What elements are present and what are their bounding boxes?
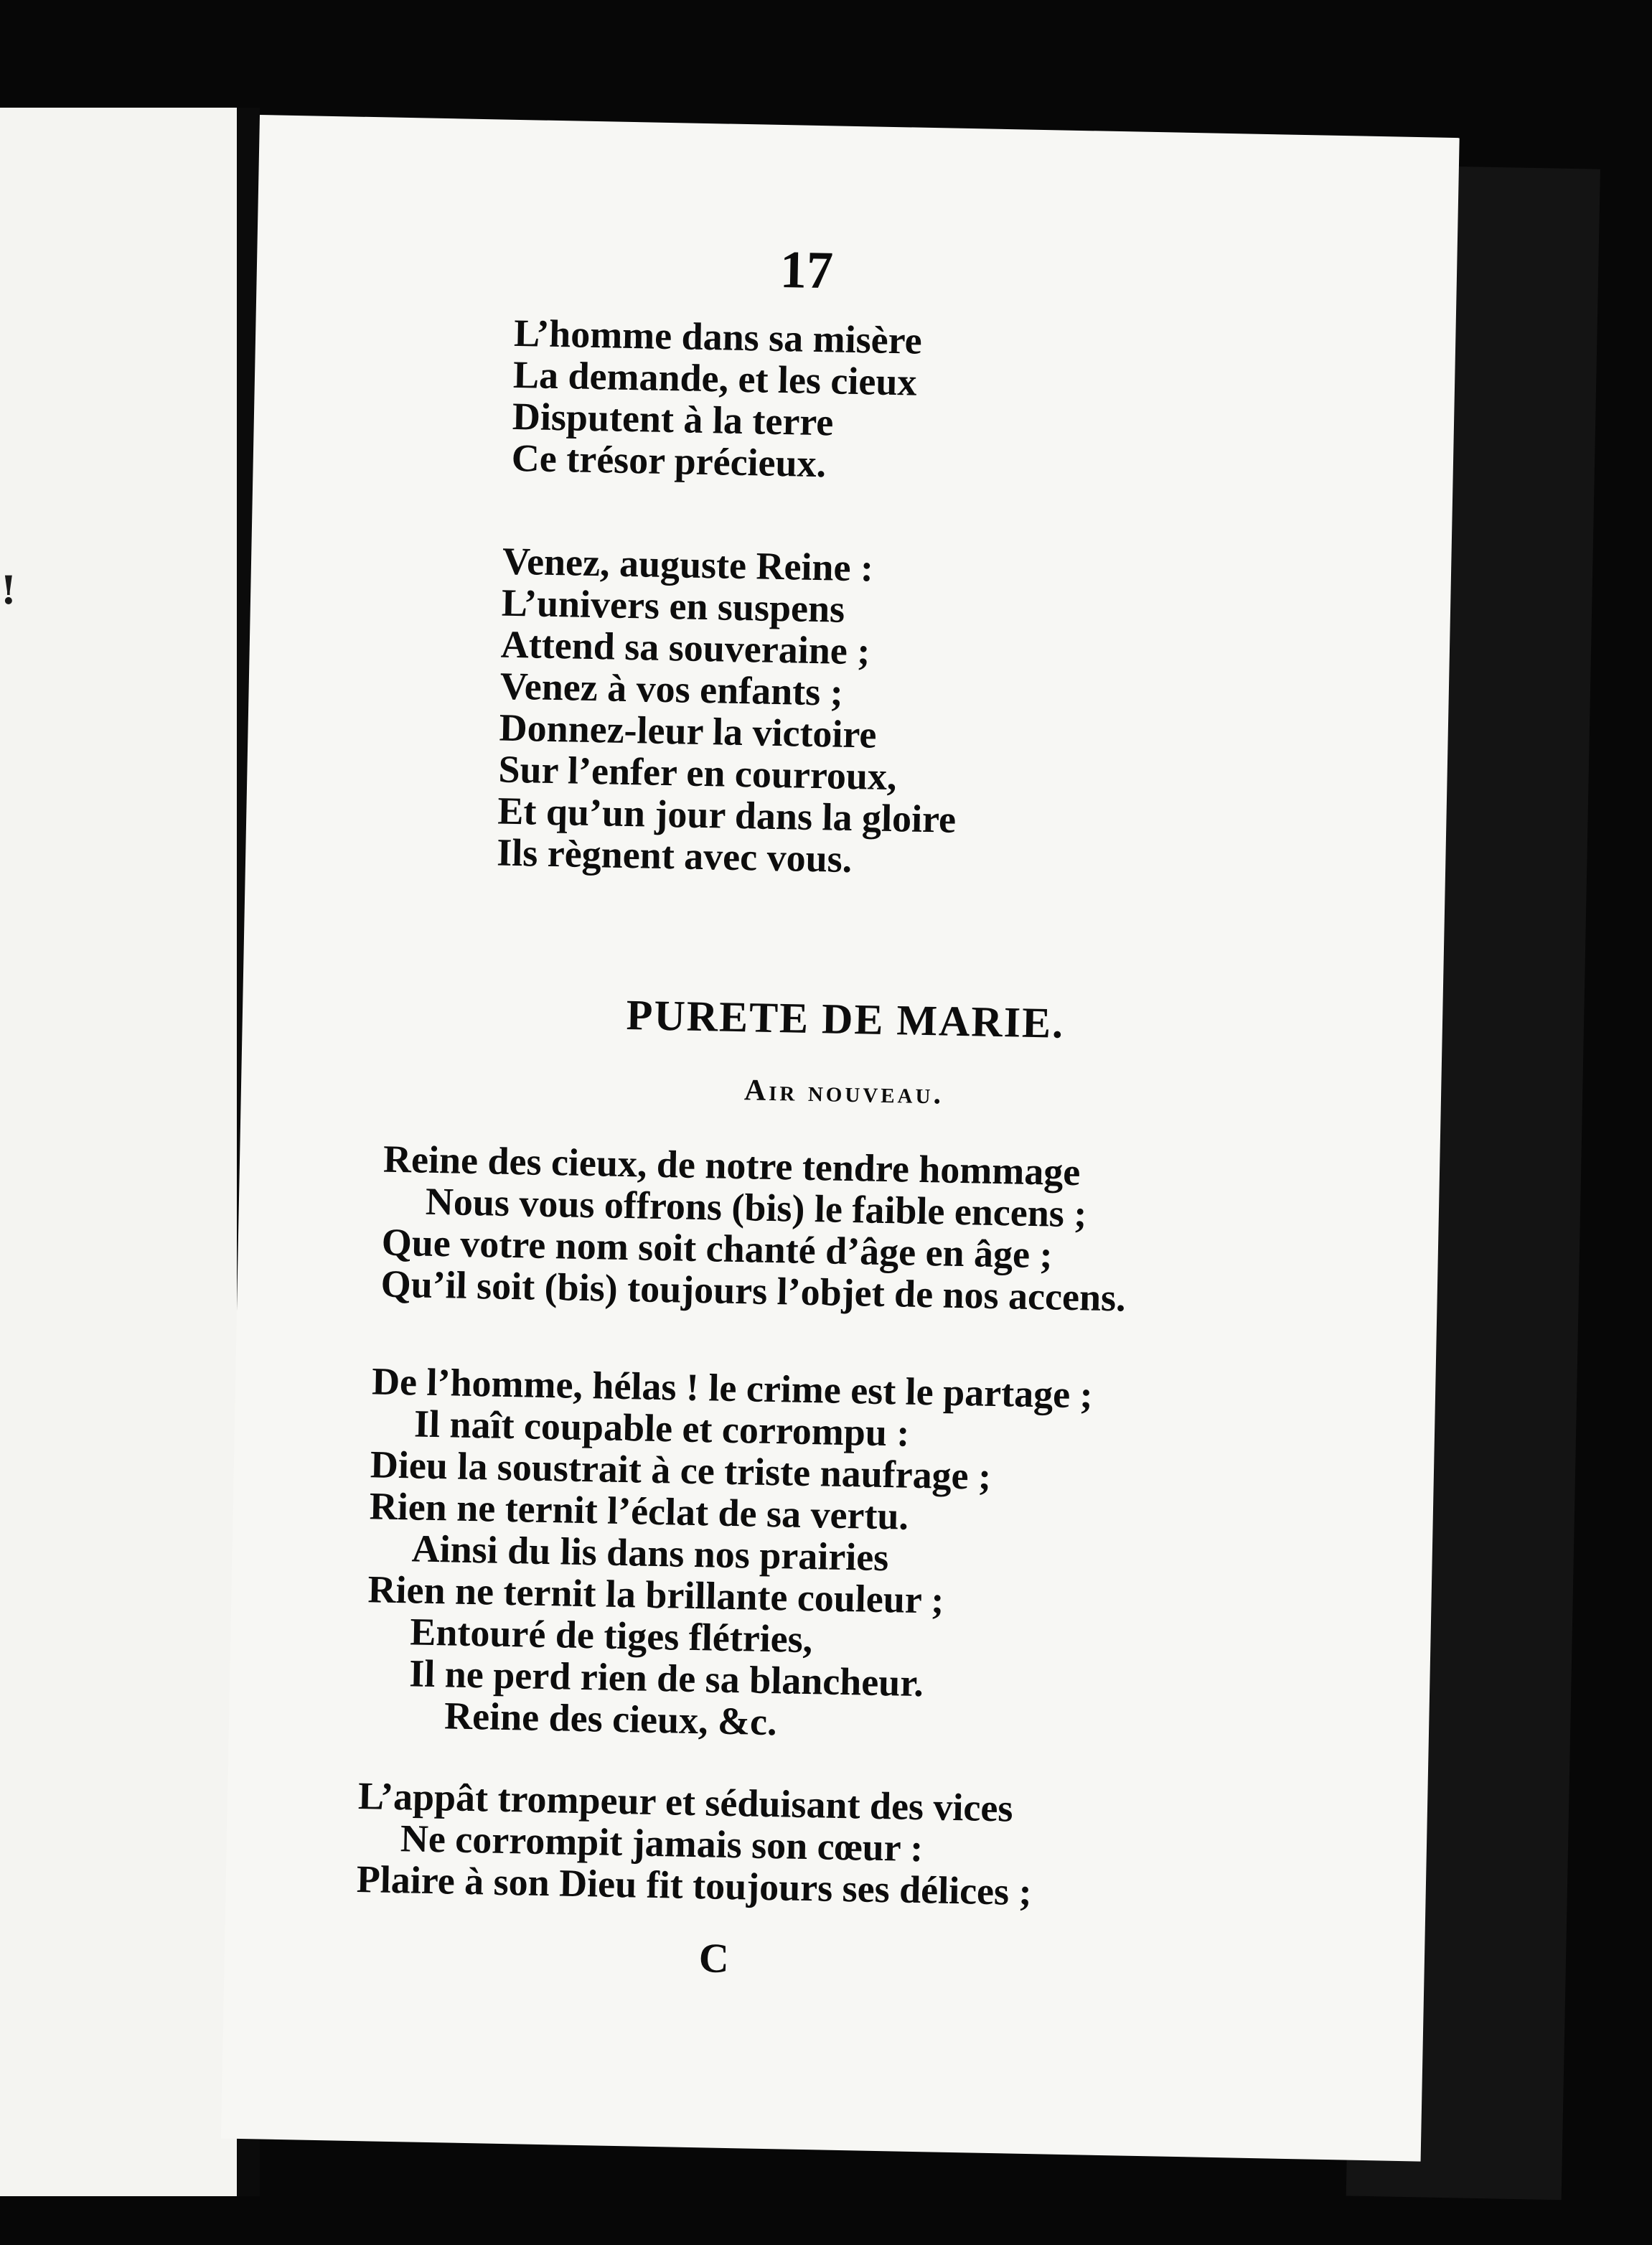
verse-line: Il naît coupable et corrompu : xyxy=(413,1402,910,1455)
verse-line: Ils règnent avec vous. xyxy=(496,830,853,881)
verse-line: Ne corrompit jamais son cœur : xyxy=(400,1817,924,1870)
page-number: 17 xyxy=(779,240,834,301)
hymn-title: PURETE DE MARIE. xyxy=(626,991,1065,1047)
verse-line: Entouré de tiges flétries, xyxy=(409,1610,813,1662)
verse-line: Venez à vos enfants ; xyxy=(499,664,844,714)
verse-line: Dieu la soustrait à ce triste naufrage ; xyxy=(370,1443,992,1498)
verse-line: L’appât trompeur et séduisant des vices xyxy=(357,1774,1014,1830)
verse-line: Venez, auguste Reine : xyxy=(502,539,874,590)
verse-line: Disputent à la terre xyxy=(512,394,834,444)
verse-line: Rien ne ternit la brillante couleur ; xyxy=(367,1567,944,1622)
verse-line: Ainsi du lis dans nos prairies xyxy=(411,1527,889,1580)
verse-line: Donnez-leur la victoire xyxy=(499,706,878,756)
verse-line: Attend sa souveraine ; xyxy=(500,622,870,673)
verse-1 xyxy=(365,1360,1093,1748)
signature-mark: C xyxy=(698,1934,730,1982)
verse-line: Ce trésor précieux. xyxy=(511,436,827,486)
hymn-air: Air nouveau. xyxy=(743,1074,944,1111)
verse-line: L’univers en suspens xyxy=(501,581,845,631)
verse-line: Rien ne ternit l’éclat de sa vertu. xyxy=(369,1484,909,1538)
refrain xyxy=(380,1138,1128,1319)
verse-line: Reine des cieux, &c. xyxy=(443,1694,778,1744)
verse-line: Qu’il soit (bis) toujours l’objet de nos accens. xyxy=(380,1262,1127,1320)
facing-page-fragment xyxy=(0,108,237,2196)
verse-2 xyxy=(356,1775,1033,1913)
verse-line: Il ne perd rien de sa blancheur. xyxy=(408,1651,924,1705)
verse-line: De l’homme, hélas ! le crime est le partage ; xyxy=(371,1359,1094,1417)
verse-line: Plaire à son Dieu fit toujours ses délices ; xyxy=(356,1857,1033,1914)
verse-line: Et qu’un jour dans la gloire xyxy=(497,789,957,841)
verse-line: Que votre nom soit chanté d’âge en âge ; xyxy=(381,1220,1053,1277)
book-page xyxy=(221,115,1460,2162)
stanza-1 xyxy=(511,312,922,487)
verse-line: Nous vous offrons (bis) le faible encens ; xyxy=(425,1179,1087,1236)
facing-page-glyph: ! xyxy=(0,567,17,613)
verse-line: La demande, et les cieux xyxy=(512,352,918,404)
verse-line: Reine des cieux, de notre tendre hommage xyxy=(383,1137,1081,1194)
stanza-2 xyxy=(497,540,961,882)
verse-line: L’homme dans sa misère xyxy=(513,311,923,362)
verse-line: Sur l’enfer en courroux, xyxy=(497,747,898,799)
